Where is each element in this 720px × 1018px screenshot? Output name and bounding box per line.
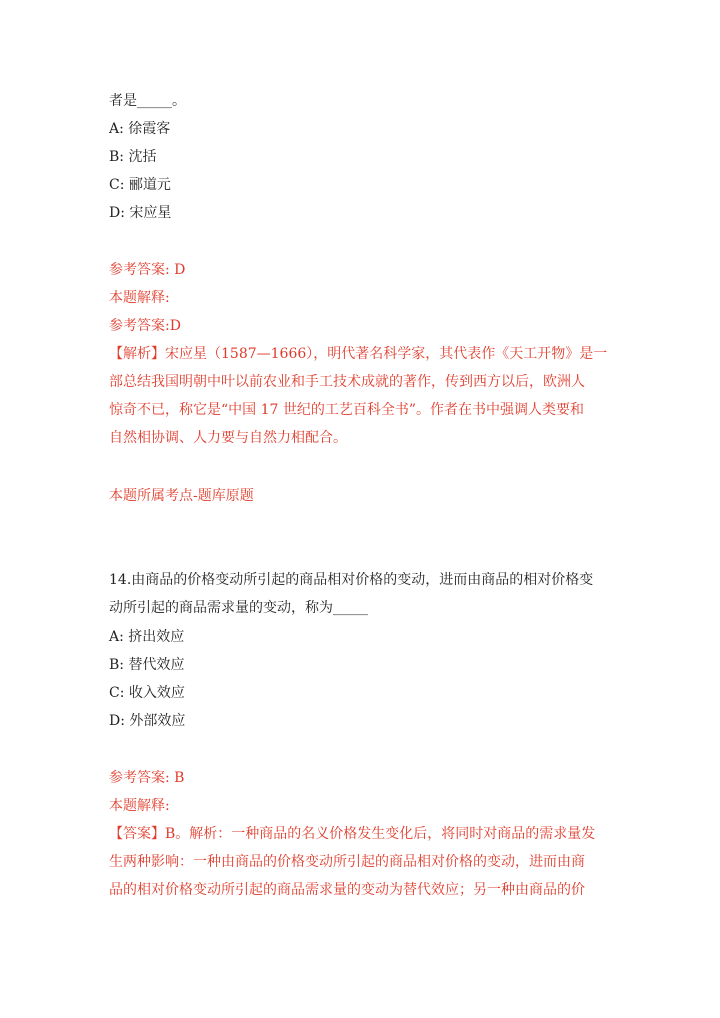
option-c: C: 收入效应: [109, 685, 185, 701]
option-b: B: 沈括: [109, 149, 157, 165]
question-stem: 14.由商品的价格变动所引起的商品相对价格的变动，进而由商品的相对价格变: [109, 572, 594, 588]
analysis-line: 【答案】B。解析：一种商品的名义价格发生变化后，将同时对商品的需求量发: [109, 826, 596, 842]
reference-answer: 参考答案: B: [109, 770, 185, 786]
question-stem-tail: 者是_____。: [109, 93, 186, 109]
option-b: B: 替代效应: [109, 657, 185, 673]
explanation-label: 本题解释:: [109, 290, 170, 306]
analysis-line: 生两种影响：一种由商品的价格变动所引起的商品相对价格的变动，进而由商: [109, 854, 585, 870]
option-c: C: 郦道元: [109, 177, 171, 193]
analysis-line: 自然相协调、人力要与自然力相配合。: [109, 430, 347, 446]
explanation-label: 本题解释:: [109, 798, 170, 814]
option-a: A: 挤出效应: [109, 629, 185, 645]
question-stem: 动所引起的商品需求量的变动，称为_____: [109, 600, 368, 616]
option-d: D: 外部效应: [109, 713, 186, 729]
option-d: D: 宋应星: [109, 205, 172, 221]
analysis-line: 品的相对价格变动所引起的商品需求量的变动为替代效应；另一种由商品的价: [109, 882, 585, 898]
analysis-line: 惊奇不已，称它是“中国 17 世纪的工艺百科全书”。作者在书中强调人类要和: [109, 402, 585, 418]
reference-answer-repeat: 参考答案:D: [109, 318, 181, 334]
analysis-line: 【解析】宋应星（1587—1666），明代著名科学家，其代表作《天工开物》是一: [109, 346, 608, 362]
source-note: 本题所属考点-题库原题: [109, 488, 254, 504]
reference-answer: 参考答案: D: [109, 262, 186, 278]
option-a: A: 徐霞客: [109, 121, 171, 137]
analysis-line: 部总结我国明朝中叶以前农业和手工技术成就的著作，传到西方以后，欧洲人: [109, 374, 585, 390]
